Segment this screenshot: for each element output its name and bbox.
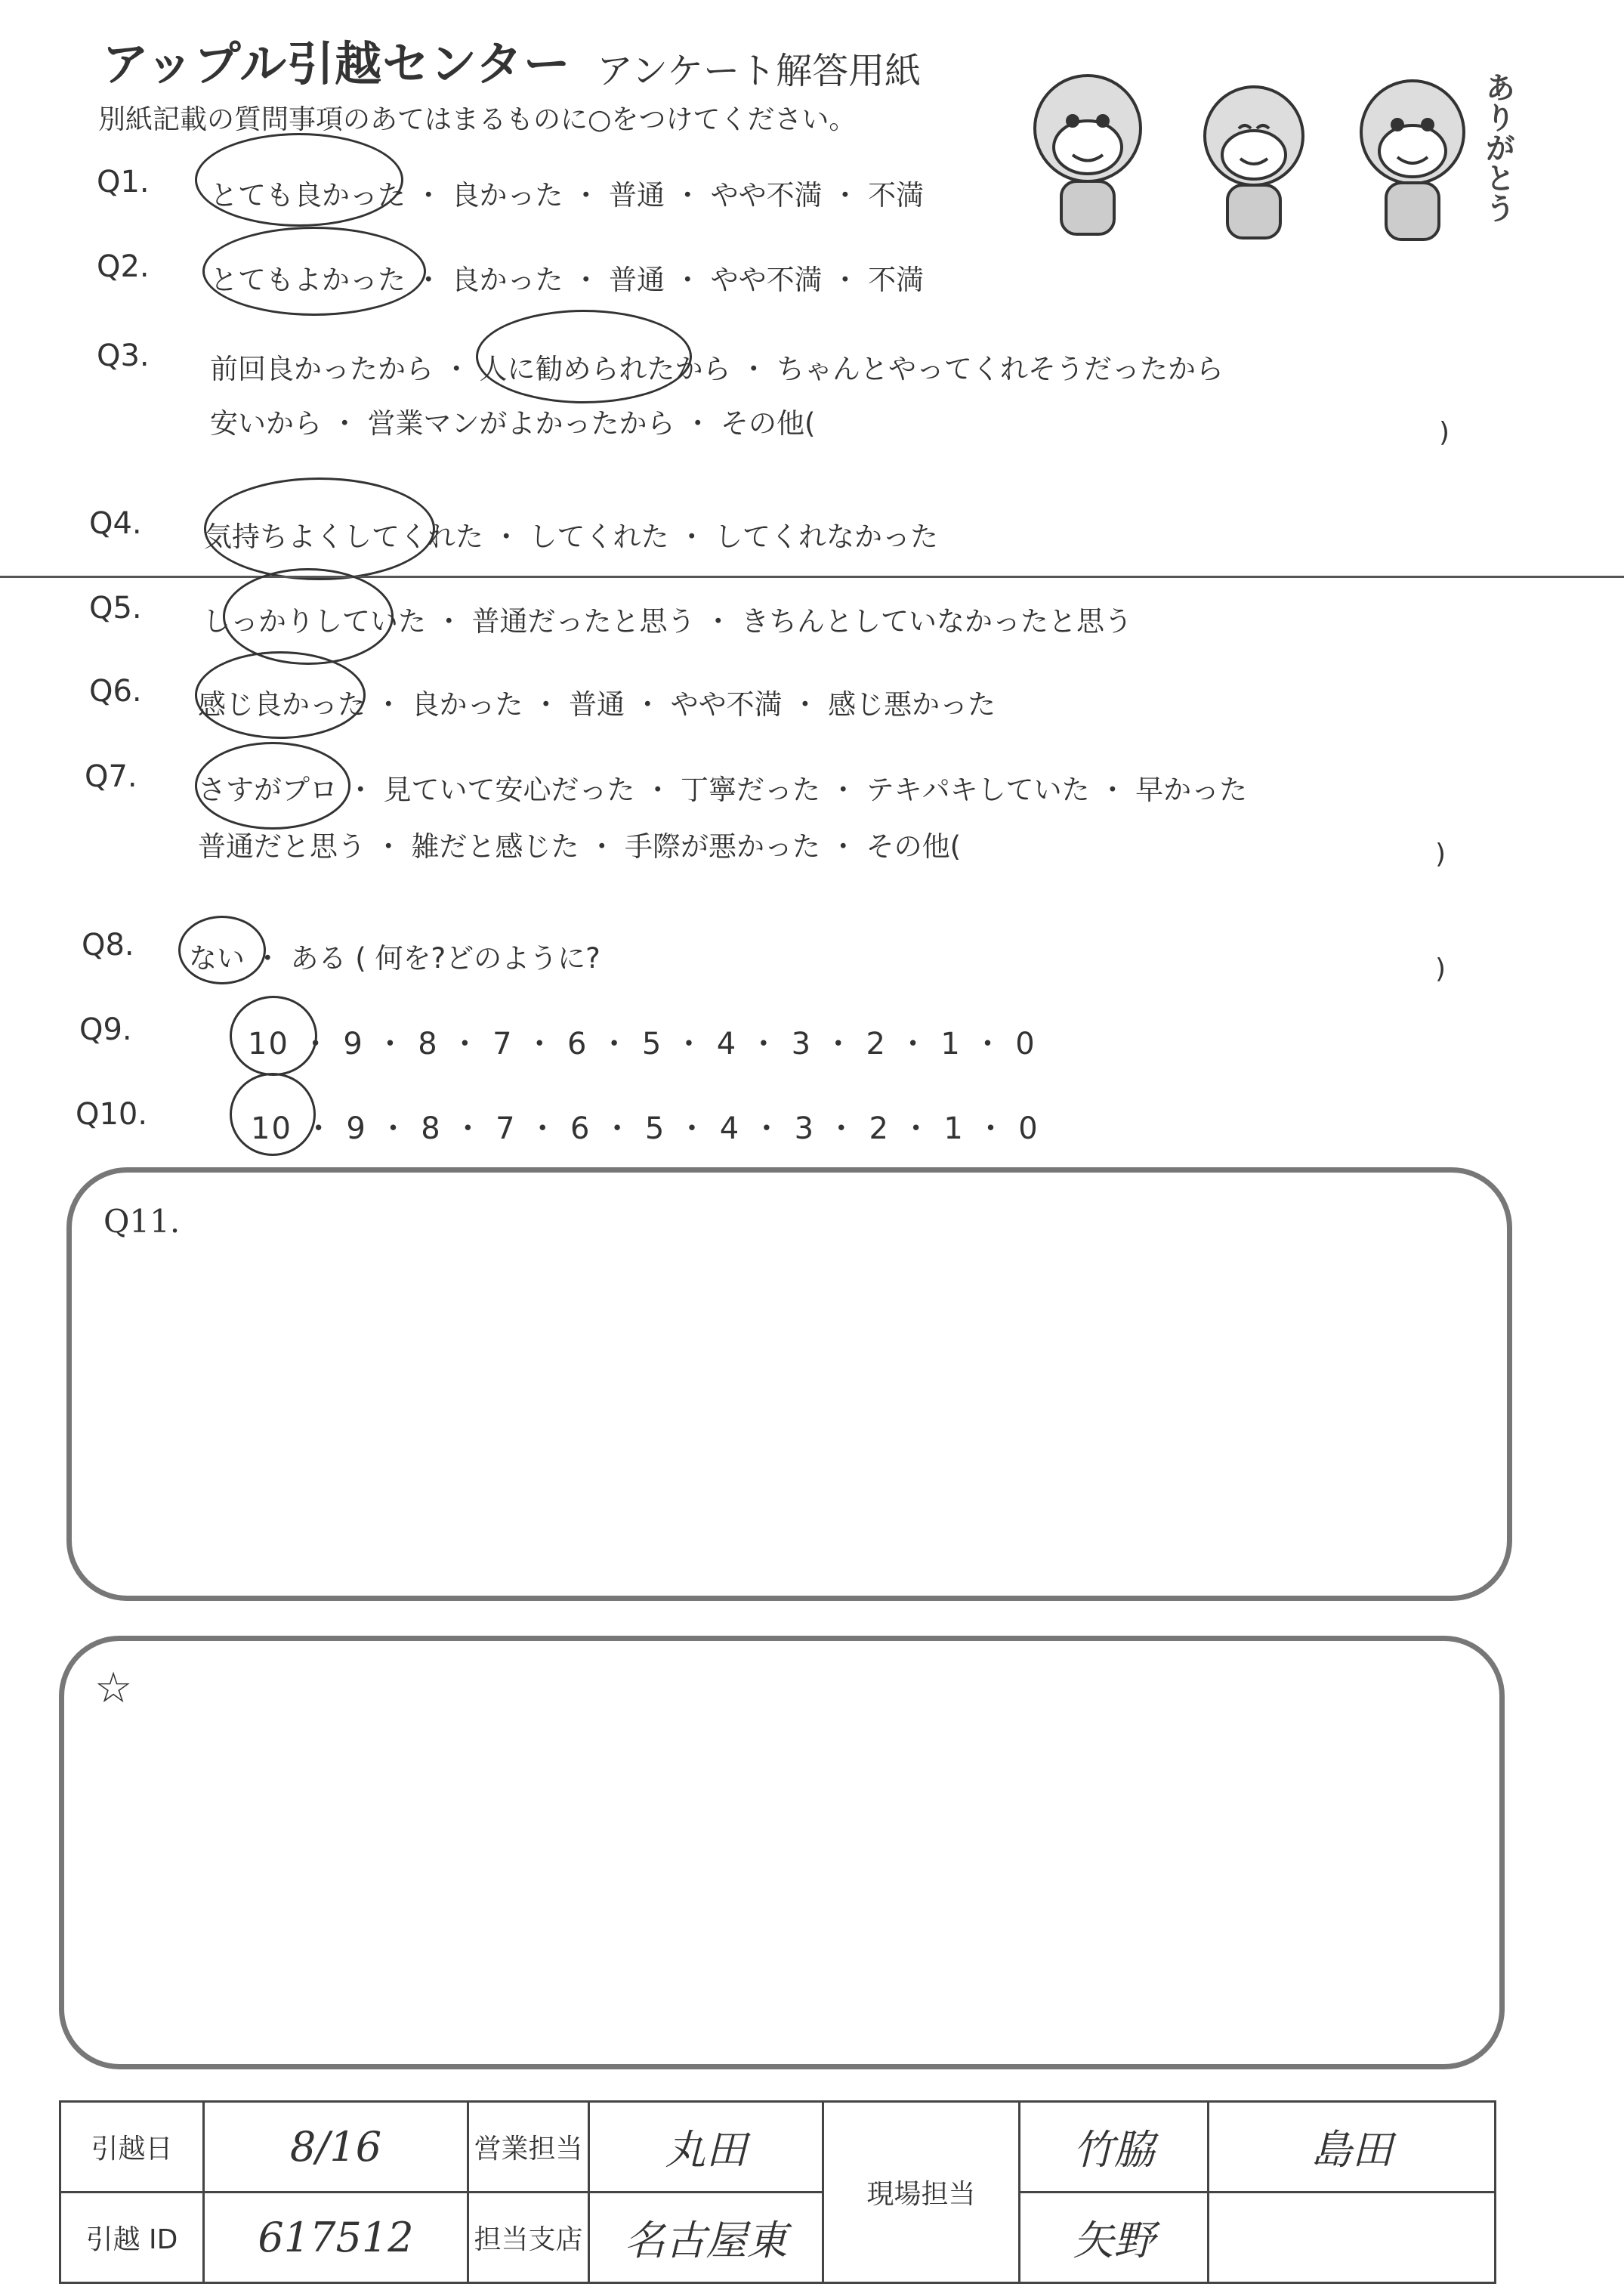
q9-scale[interactable]: 10 ・ 9 ・ 8 ・ 7 ・ 6 ・ 5 ・ 4 ・ 3 ・ 2 ・ 1 ・ 0: [248, 1027, 1036, 1062]
q10-scale[interactable]: 10 ・ 9 ・ 8 ・ 7 ・ 6 ・ 5 ・ 4 ・ 3 ・ 2 ・ 1 ・ 0: [251, 1111, 1039, 1146]
q2-options[interactable]: とてもよかった ・ 良かった ・ 普通 ・ やや不満 ・ 不満: [210, 264, 925, 296]
sales-value: 丸田: [589, 2102, 823, 2193]
branch-value: 名古屋東: [589, 2193, 823, 2283]
q3-options-line1[interactable]: 前回良かったから ・ 人に勧められたから ・ ちゃんとやってくれそうだったから: [210, 353, 1224, 385]
q8-close-paren: ): [1435, 953, 1446, 984]
q11-label: Q11.: [103, 1203, 181, 1240]
q3-answer-circle: [476, 310, 692, 403]
onsite-value-empty: [1209, 2193, 1496, 2283]
q8-label: Q8.: [82, 928, 134, 963]
q10-label: Q10.: [76, 1097, 148, 1132]
monkey-center-icon: [1205, 87, 1303, 238]
q6-label: Q6.: [89, 674, 142, 709]
q3-close-paren: ): [1439, 417, 1450, 448]
info-table: [59, 2100, 1496, 2284]
q4-answer-circle: [204, 477, 435, 580]
monkey-left-icon: [1035, 76, 1141, 234]
onsite-value-1: 竹脇: [1020, 2102, 1209, 2193]
q1-label: Q1.: [97, 165, 150, 199]
fold-line: [0, 576, 1624, 578]
q7-label: Q7.: [85, 759, 137, 794]
instruction-text: 別紙記載の質問事項のあてはまるものに○をつけてください。: [98, 104, 857, 135]
monkey-right-icon: [1361, 81, 1464, 239]
q7-options-line2[interactable]: 普通だと思う ・ 雑だと感じた ・ 手際が悪かった ・ その他(: [198, 830, 962, 863]
q7-answer-circle: [195, 742, 350, 830]
q5-label: Q5.: [89, 591, 142, 626]
q2-label: Q2.: [97, 249, 150, 284]
q4-label: Q4.: [89, 506, 142, 541]
q8-answer-circle: [178, 916, 266, 984]
sales-label: 営業担当: [468, 2102, 589, 2193]
q4-options[interactable]: 気持ちよくしてくれた ・ してくれた ・ してくれなかった: [204, 521, 939, 553]
q8-options[interactable]: ない ・ ある ( 何を?どのように?: [189, 942, 601, 975]
onsite-value-2: 島田: [1209, 2102, 1496, 2193]
star-icon: ☆: [94, 1664, 133, 1713]
q5-answer-circle: [223, 568, 394, 665]
q3-label: Q3.: [97, 338, 150, 373]
move-id-label: 引越 ID: [60, 2193, 204, 2283]
q6-options[interactable]: 感じ良かった ・ 良かった ・ 普通 ・ やや不満 ・ 感じ悪かった: [198, 688, 996, 721]
q3-options-line2[interactable]: 安いから ・ 営業マンがよかったから ・ その他(: [210, 407, 816, 440]
q7-options-line1[interactable]: さすがプロ ・ 見ていて安心だった ・ 丁寧だった ・ テキパキしていた ・ 早かった: [198, 774, 1248, 806]
q6-answer-circle: [195, 651, 366, 739]
move-id-value: 617512: [204, 2193, 468, 2283]
q2-answer-circle: [202, 227, 426, 316]
q10-answer-circle: [230, 1073, 316, 1156]
branch-label: 担当支店: [468, 2193, 589, 2283]
q5-options[interactable]: しっかりしていた ・ 普通だったと思う ・ きちんとしていなかったと思う: [202, 605, 1133, 638]
q1-answer-circle: [195, 133, 403, 227]
thanks-text: ありがとう: [1480, 72, 1515, 223]
monkey-mascots-illustration: [1005, 45, 1518, 257]
onsite-value-3: 矢野: [1020, 2193, 1209, 2283]
q9-label: Q9.: [79, 1012, 132, 1047]
move-date-value: 8/16: [204, 2102, 468, 2193]
q9-answer-circle: [230, 996, 317, 1076]
q11-comment-box[interactable]: [66, 1167, 1512, 1601]
star-comment-box[interactable]: [59, 1636, 1505, 2069]
q7-close-paren: ): [1435, 839, 1446, 870]
form-title: アンケート解答用紙: [597, 50, 922, 92]
move-date-label: 引越日: [60, 2102, 204, 2193]
q1-options[interactable]: とても良かった ・ 良かった ・ 普通 ・ やや不満 ・ 不満: [210, 179, 925, 212]
onsite-label: 現場担当: [823, 2102, 1020, 2283]
company-title: アップル引越センター: [102, 36, 571, 91]
